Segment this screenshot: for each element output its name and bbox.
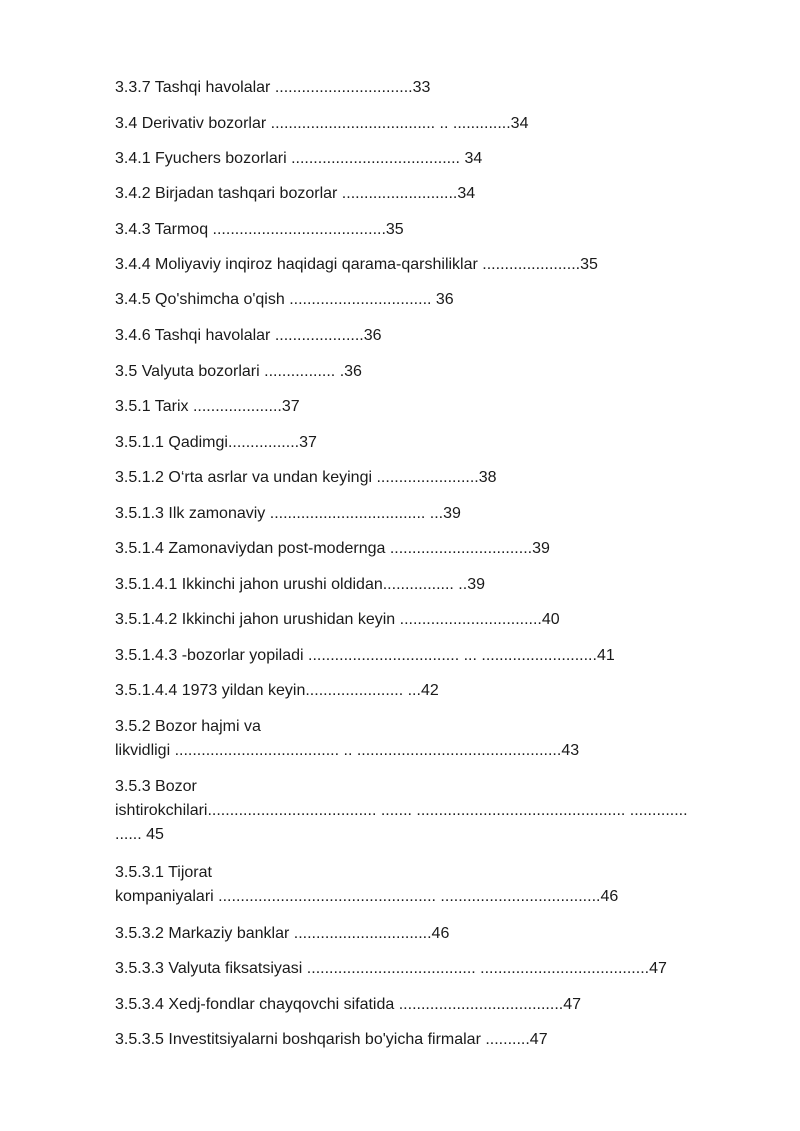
toc-entry: 3.3.7 Tashqi havolalar ...............................33 — [115, 79, 431, 96]
toc-entry: 3.5.1.3 Ilk zamonaviy ................................... ...39 — [115, 505, 461, 522]
toc-entry: 3.5.1.4.2 Ikkinchi jahon urushidan keyin ................................40 — [115, 611, 560, 628]
toc-entry: 3.5.1.4.1 Ikkinchi jahon urushi oldidan................ ..39 — [115, 576, 485, 593]
toc-entry: 3.5.1.4.4 1973 yildan keyin...................... ...42 — [115, 682, 439, 699]
toc-entry: 3.5 Valyuta bozorlari ................ .36 — [115, 363, 362, 380]
toc-entry: 3.5.3.4 Xedj-fondlar chayqovchi sifatida .....................................47 — [115, 996, 581, 1013]
toc-entry: 3.5.1.4 Zamonaviydan post-modernga ................................39 — [115, 540, 550, 557]
toc-entry: 3.4.3 Tarmoq .......................................35 — [115, 221, 404, 238]
toc-entry: 3.5.1.4.3 -bozorlar yopiladi .................................. ... ..........................41 — [115, 647, 615, 664]
toc-entry: 3.4.6 Tashqi havolalar ....................36 — [115, 327, 382, 344]
toc-entry: 3.5.3.2 Markaziy banklar ...............................46 — [115, 925, 450, 942]
toc-entry: 3.5.1 Tarix ....................37 — [115, 398, 300, 415]
toc-entry: 3.5.1.2 O‘rta asrlar va undan keyingi .......................38 — [115, 469, 497, 486]
toc-entry: 3.4.5 Qo'shimcha o'qish ................................ 36 — [115, 291, 454, 308]
toc-entry: 3.5.3.1 Tijorat kompaniyalari ................................................. ....................................46 — [115, 864, 619, 905]
toc-entry: 3.5.3 Bozor ishtirokchilari...................................... ....... ............................................... ............. ...... 45 — [115, 778, 688, 843]
toc-entry: 3.4 Derivativ bozorlar ..................................... .. .............34 — [115, 115, 529, 132]
toc-entry: 3.4.1 Fyuchers bozorlari ...................................... 34 — [115, 150, 483, 167]
toc-entry: 3.5.1.1 Qadimgi................37 — [115, 434, 317, 451]
toc-entry: 3.4.4 Moliyaviy inqiroz haqidagi qarama-qarshiliklar ......................35 — [115, 256, 598, 273]
toc-entry: 3.5.2 Bozor hajmi va likvidligi ..................................... .. ..............................................43 — [115, 718, 580, 759]
toc-entry: 3.4.2 Birjadan tashqari bozorlar ..........................34 — [115, 185, 476, 202]
toc-entry: 3.5.3.3 Valyuta fiksatsiyasi ...................................... ......................................47 — [115, 960, 667, 977]
toc-entry: 3.5.3.5 Investitsiyalarni boshqarish bo'yicha firmalar ..........47 — [115, 1031, 548, 1048]
